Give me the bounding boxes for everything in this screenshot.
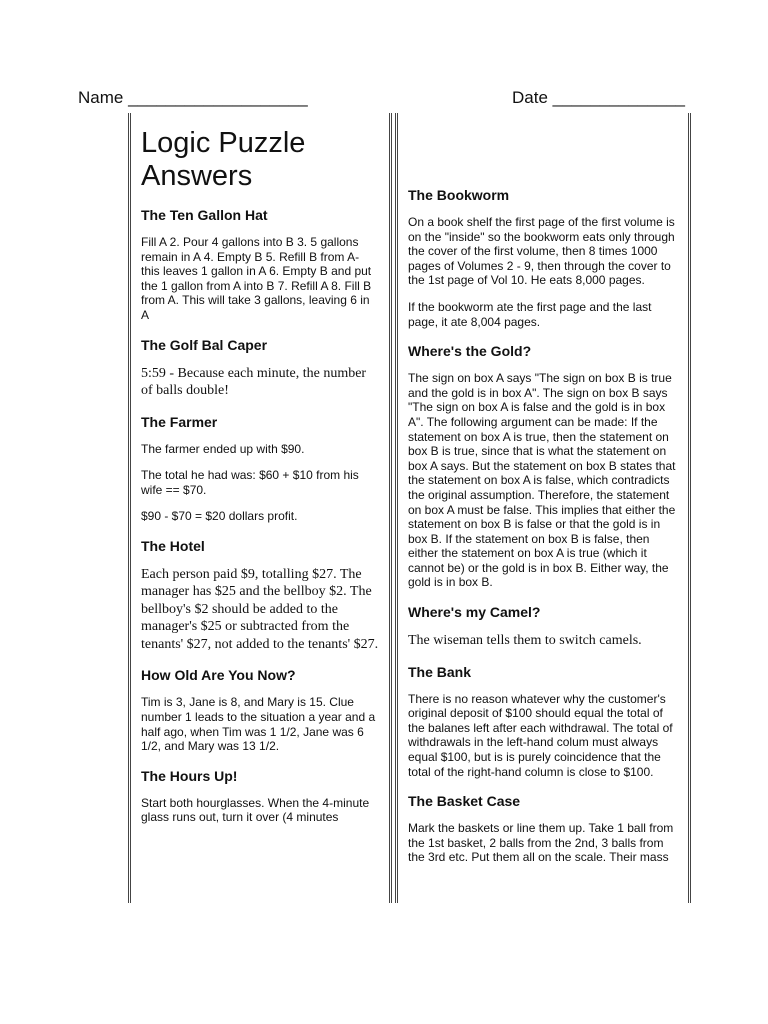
page-title-line1: Logic Puzzle xyxy=(141,127,306,159)
section-heading-golf-ball-caper: The Golf Bal Caper xyxy=(141,336,268,353)
section-heading-camel: Where's my Camel? xyxy=(408,604,541,621)
section-text-hours-up: Start both hourglasses. When the 4-minute glass runs out, turn it over (4 minutes xyxy=(141,795,370,825)
section-text-hotel: Each person paid $9, totalling $27. The manager has $25 and the bellboy $2. The bellboy's $2 should be added to the manager's $25 or subtracted from the tenants' $27, not added to the tenants' $27. xyxy=(141,566,379,652)
section-text-how-old: Tim is 3, Jane is 8, and Mary is 15. Clue number 1 leads to the situation a year and a half ago, when Tim was 1 1/2, Jane was 6 1/2, and Mary was 13 1/2. xyxy=(141,695,376,754)
page-title xyxy=(141,127,379,193)
name-date-header xyxy=(78,88,698,112)
section-heading-how-old: How Old Are You Now? xyxy=(141,667,296,684)
section-text-bookworm-2: If the bookworm ate the first page and the last page, it ate 8,004 pages. xyxy=(408,299,652,329)
right-column xyxy=(395,113,691,903)
left-column xyxy=(128,113,392,903)
section-text-golf-ball-caper: 5:59 - Because each minute, the number of balls double! xyxy=(141,365,367,399)
date-field: Date ______________ xyxy=(512,88,685,107)
section-heading-farmer: The Farmer xyxy=(141,413,218,430)
section-text-bank: There is no reason whatever why the customer's original deposit of $100 should equal the total of the balanes left after each withdrawal. The total of withdrawals in the left-hand colum must always equal $100, but is is purely coincidence that the total of the right-hand column is close to $100. xyxy=(408,691,673,779)
section-text-camel: The wiseman tells them to switch camels. xyxy=(408,633,642,649)
section-heading-bookworm: The Bookworm xyxy=(408,187,510,203)
section-text-gold: The sign on box A says "The sign on box B is true and the gold is in box A". The sign on box B says "The sign on box A is false and the gold is in box A". The following argument can be made: If the statement on box A is true, then the statement on box B is true, since that is what the statement on box A says. But the statement on box B states that the statement on box A is false, which contradicts the original assumption. Therefore, the statement on box A must be false. This implies that either the statement on box B is false or that the gold is in box B. If the statement on box B is false, then either the statement on box A is true (which it cannot be) or the gold is in box B. Either way, the gold is in box B. xyxy=(408,371,676,590)
page-title-line2: Answers xyxy=(141,160,253,192)
section-heading-hotel: The Hotel xyxy=(141,537,205,554)
section-text-farmer-2: The total he had was: $60 + $10 from his wife == $70. xyxy=(141,468,359,497)
section-text-basket: Mark the baskets or line them up. Take 1 ball from the 1st basket, 2 balls from the 2nd, 3 balls from the 3rd etc. Put them all on the scale. Their mass xyxy=(408,821,674,865)
section-text-farmer-3: $90 - $70 = $20 dollars profit. xyxy=(141,509,298,524)
section-heading-bank: The Bank xyxy=(408,663,472,680)
section-text-ten-gallon-hat: Fill A 2. Pour 4 gallons into B 3. 5 gallons remain in A 4. Empty B 5. Refill B from A- this leaves 1 gallon in A 6. Empty B and put the 1 gallon from A into B 7. Refill A 8. Fill B from A. This will take 3 gallons, leaving 6 in A xyxy=(141,235,372,322)
section-heading-hours-up: The Hours Up! xyxy=(141,767,238,784)
section-heading-ten-gallon-hat: The Ten Gallon Hat xyxy=(141,207,268,223)
name-field: Name ___________________ xyxy=(78,88,308,107)
section-heading-gold: Where's the Gold? xyxy=(408,343,532,360)
section-text-bookworm-1: On a book shelf the first page of the first volume is on the "inside" so the bookworm eats only through the cover of the first volume, then 8 times 1000 pages of Volumes 2 - 9, then through the cover to the 1st page of Vol 10. He eats 8,000 pages. xyxy=(408,215,675,288)
section-heading-basket: The Basket Case xyxy=(408,793,521,810)
section-text-farmer-1: The farmer ended up with $90. xyxy=(141,441,305,456)
